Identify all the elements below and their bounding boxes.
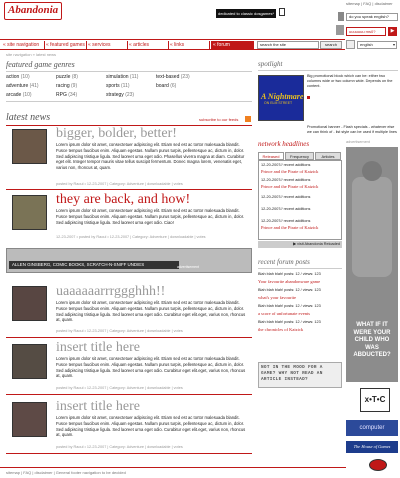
news-meta-2: 12-23-2007 • posted by Raoul • 12-23-2007 | Category: Adventure | downloadable | votes — [56, 235, 206, 239]
tab-frequency[interactable]: Frequency — [285, 152, 314, 160]
search-button[interactable]: search — [320, 41, 342, 49]
tagline: dedicated to classic dosgames* — [217, 11, 275, 16]
forum-meta-3: Blah blah blah! posts: 12 / views: 123 — [258, 304, 321, 308]
genre-text-based[interactable] — [156, 75, 190, 80]
genre-label: strategy — [106, 92, 124, 98]
logo-text: Abandonia — [8, 4, 59, 16]
news-thumb-3[interactable] — [12, 286, 47, 321]
genre-label: adventure — [6, 83, 29, 89]
footer-links[interactable]: sitemap | FAQ | disclaimer | General footer navigation to be decided — [6, 470, 126, 475]
news-body-1: Lorem ipsum dolor sit amet, consectetuer adipiscing elit. Etiam sed est ac tortor malesuada blandit. Fusce tempus faucibus enim. Aliquam egestas. Nullam purus turpis, pellentesque ac, dictum in, dolor. Sed adipiscing tristique ligula. Sed laoreet urna eget odio. Phasellus viverra magna at diam. Curabitur eget elit. Integer tempor mauris vitae tellus suscipit fermentum. Donec magna lorem, venenatis eget, varius non, rhoncus at, quam. — [56, 142, 245, 171]
sitemap-link[interactable]: sitemap — [346, 1, 361, 6]
spotlight-text2: Promotional banner - Flash specials - whatever else we can think of - list style can be used if multiple lines — [307, 125, 397, 134]
mascot-icon — [336, 25, 344, 35]
forum-link-4[interactable]: the chronicles of Kaizick — [258, 327, 304, 332]
nav-featured-games[interactable]: « featured games — [46, 42, 85, 48]
genre-count: (9) — [71, 83, 78, 89]
news-body-4: Lorem ipsum dolor sit amet, consectetuer adipiscing elit. Etiam sed est ac tortor malesuada blandit. Fusce tempus faucibus enim. Aliquam egestas. Nullam purus turpis, pellentesque ac, dictum in, dolor. Sed adipiscing tristique ligula. Sed laoreet urna eget odio. Curabitur eget elit.eget, varius non, rhoncus at, quam. — [56, 356, 246, 379]
genre-puzzle[interactable] — [56, 75, 78, 80]
genre-count: (10) — [22, 92, 32, 98]
poll-question: do you speak english? — [346, 13, 398, 21]
news-body-3: Lorem ipsum dolor sit amet, consectetuer adipiscing elit. Etiam sed est ac tortor malesuada blandit. Fusce tempus faucibus enim. Aliquam egestas. Nullam purus turpis, pellentesque ac, dictum in, dolor. Sed adipiscing tristique ligula. Sed laoreet urna eget odio. Curabitur eget elit.eget, varius non, rhoncus at, quam. — [56, 300, 246, 323]
poster-ad[interactable] — [346, 147, 398, 382]
genre-count: (10) — [20, 74, 30, 80]
rss-icon[interactable] — [245, 116, 251, 122]
news-thumb-5[interactable] — [12, 402, 47, 437]
genre-count: (23) — [180, 74, 190, 80]
news-body-5: Lorem ipsum dolor sit amet, consectetuer adipiscing elit. Etiam sed est ac tortor malesuada blandit. Fusce tempus faucibus enim. Aliquam egestas. Nullam purus turpis, pellentesque ac, dictum in, dolor. Sed adipiscing tristique ligula. Sed laoreet urna eget odio. Curabitur eget elit.eget, varius non, rhoncus at, quam. — [56, 415, 246, 438]
breadcrumb: site navigation » latest news — [6, 52, 57, 57]
nav-label: featured games — [50, 42, 85, 48]
news-headline-1[interactable]: bigger, bolder, better! — [56, 126, 177, 141]
header-links: sitemap | FAQ | disclaimer — [346, 1, 393, 6]
news-headline-4[interactable]: insert title here — [56, 340, 140, 355]
nav-label: site navigation — [7, 42, 40, 48]
genre-count: (11) — [121, 83, 130, 89]
subscribe-link[interactable]: subscribe to our feeds — [199, 117, 239, 122]
news-headline-3[interactable]: uaaaaaarrrggghhh!! — [56, 284, 166, 299]
poll-answer-input[interactable]: uuuuuuu ms0? — [346, 27, 386, 36]
headline-link-2[interactable]: Prince and the Pirate of Kaizick — [261, 184, 319, 189]
banner-ad[interactable] — [6, 248, 252, 273]
spotlight-image[interactable] — [258, 75, 304, 121]
chevron-down-icon: ▾ — [392, 42, 395, 47]
genre-count: (34) — [68, 92, 78, 98]
genre-label: racing — [56, 83, 70, 89]
news-body-2: Lorem ipsum dolor sit amet, consectetuer adipiscing elit. Etiam sed est ac tortor malesuada blandit. Fusce tempus faucibus enim. Aliquam egestas. Nullam purus turpis, pellentesque ac, dictum in, dolor. Sed adipiscing tristique ligula. Sed laoreet urna eget odio. Ciao! — [56, 208, 245, 225]
genre-label: puzzle — [56, 74, 71, 80]
genre-count: (23) — [125, 92, 135, 98]
genre-label: simulation — [106, 74, 129, 80]
poll-submit-button[interactable]: ▶ — [388, 27, 397, 36]
genre-board[interactable] — [156, 84, 176, 89]
genre-racing[interactable] — [56, 84, 77, 89]
genre-count: (8) — [71, 74, 78, 80]
nav-site-navigation[interactable]: « site navigation — [3, 42, 40, 48]
genre-arcade[interactable] — [6, 93, 32, 98]
headlines-list — [258, 160, 342, 240]
mood-box[interactable]: NOT IN THE MOOD FOR A GAME? WHY NOT READ AN ARTICLE INSTEAD? — [258, 362, 342, 388]
genre-action[interactable] — [6, 75, 30, 80]
visit-reloaded-link[interactable]: ▶ visit Abandonia Reloaded — [258, 241, 342, 248]
genre-simulation[interactable] — [106, 75, 138, 80]
forum-meta-2: Blah blah blah! posts: 12 / views: 123 — [258, 288, 321, 292]
xtc-logo[interactable]: x•T•C — [360, 388, 390, 412]
spotlight-game-sub: ON ELM STREET — [264, 101, 293, 105]
news-meta-3: posted by Raoul • 12-23-2007 | Category: Adventure | downloadable | votes — [56, 329, 183, 333]
flag-icon — [346, 40, 355, 49]
headline-date-3: 12-20-2007// recent additions — [261, 195, 311, 199]
dos-icon — [279, 8, 285, 16]
news-meta-1: posted by Raoul • 12-23-2007 | Category: Adventure | downloadable | votes — [56, 182, 183, 186]
nav-services[interactable]: « services — [88, 42, 111, 48]
news-thumb-2[interactable] — [12, 195, 47, 230]
headline-link-1[interactable]: Prince and the Pirate of Kaizick — [261, 169, 319, 174]
language-value: english — [360, 42, 373, 47]
speaker-icon — [338, 12, 344, 21]
tab-released[interactable]: Released — [258, 152, 284, 160]
spotlight-game: A Nightmare — [261, 92, 304, 101]
nav-label: forum — [217, 42, 230, 48]
house-of-games-logo[interactable]: The House of Games — [346, 441, 398, 453]
spotlight-text1: Big promotional block which can be: either two columns wide or two column wide. Depends on the content. — [307, 74, 393, 88]
headline-date-1: 12-20-2007// recent additions — [261, 163, 311, 167]
news-thumb-1[interactable] — [12, 129, 47, 164]
nav-label: links — [174, 42, 185, 48]
empty-slot — [258, 395, 342, 453]
headline-date-5: 12-20-2007// recent additions — [261, 219, 311, 223]
genre-label: text-based — [156, 74, 180, 80]
faq-link[interactable]: FAQ — [363, 1, 372, 6]
genre-label: board — [156, 83, 169, 89]
banner-text: ALLEN GINSBERG, COMIC BOOKS, SCRATCH-N-SNIFF UNDIES — [9, 261, 179, 269]
news-title: latest news — [6, 112, 51, 123]
banner-tag: advertisement — [177, 265, 199, 269]
forum-meta-4: Blah blah blah! posts: 12 / views: 123 — [258, 320, 321, 324]
genre-label: RPG — [56, 92, 67, 98]
nav-articles[interactable]: « articles — [129, 42, 150, 48]
genre-rpg[interactable] — [56, 93, 77, 98]
language-select[interactable] — [357, 41, 397, 49]
mascot-footer-icon — [369, 459, 387, 471]
search-input[interactable]: search the site — [257, 41, 319, 49]
spotlight-title: spotlight — [258, 60, 283, 68]
forum-link-1[interactable]: Your favourite abandonware game — [258, 279, 321, 284]
news-meta-4: posted by Raoul • 12-23-2007 | Category: Adventure | downloadable | votes — [56, 386, 183, 390]
forum-link-2[interactable]: what's your favourite — [258, 295, 297, 300]
forum-link-3[interactable]: a score of unfortunate events — [258, 311, 310, 316]
nav-label: services — [92, 42, 111, 48]
ad-label: advertisement — [346, 140, 370, 144]
news-headline-5[interactable]: insert title here — [56, 399, 140, 414]
headline-link-5[interactable]: Prince and the Pirate of Kaizick — [261, 225, 319, 230]
headline-date-2: 12-20-2007// recent additions — [261, 178, 311, 182]
genre-label: sports — [106, 83, 120, 89]
news-meta-5: posted by Raoul • 12-23-2007 | Category: Adventure | downloadable | votes — [56, 445, 183, 449]
computer-logo[interactable]: computer — [346, 420, 398, 436]
headline-date-4: 12-20-2007// recent additions — [261, 207, 311, 211]
genre-strategy[interactable] — [106, 93, 134, 98]
genre-label: arcade — [6, 92, 22, 98]
poster-text: WHAT IF IT WERE YOUR CHILD WHO WAS ABDUCTED? — [353, 322, 391, 358]
genre-count: (11) — [129, 74, 139, 80]
nav-label: articles — [133, 42, 150, 48]
genre-count: (6) — [170, 83, 177, 89]
visit-reloaded-label: visit Abandonia Reloaded — [297, 242, 340, 246]
forum-title: recent forum posts — [258, 258, 310, 266]
nav-forum[interactable]: « forum — [211, 41, 254, 49]
forum-meta-1: Blah blah blah! posts: 12 / views: 123 — [258, 272, 321, 276]
genre-sports[interactable] — [106, 84, 130, 89]
disclaimer-link[interactable]: disclaimer — [374, 1, 393, 6]
tab-articles[interactable]: Articles — [315, 152, 341, 160]
genres-title: featured game genres — [6, 60, 75, 69]
genre-count: (41) — [29, 83, 39, 89]
genre-adventure[interactable] — [6, 84, 39, 89]
headlines-title: network headlines — [258, 140, 310, 148]
genre-label: action — [6, 74, 20, 80]
news-thumb-4[interactable] — [12, 344, 47, 379]
nav-links[interactable]: « links — [170, 42, 185, 48]
site-logo[interactable] — [4, 2, 62, 20]
news-headline-2[interactable]: they are back, and how! — [56, 192, 191, 207]
